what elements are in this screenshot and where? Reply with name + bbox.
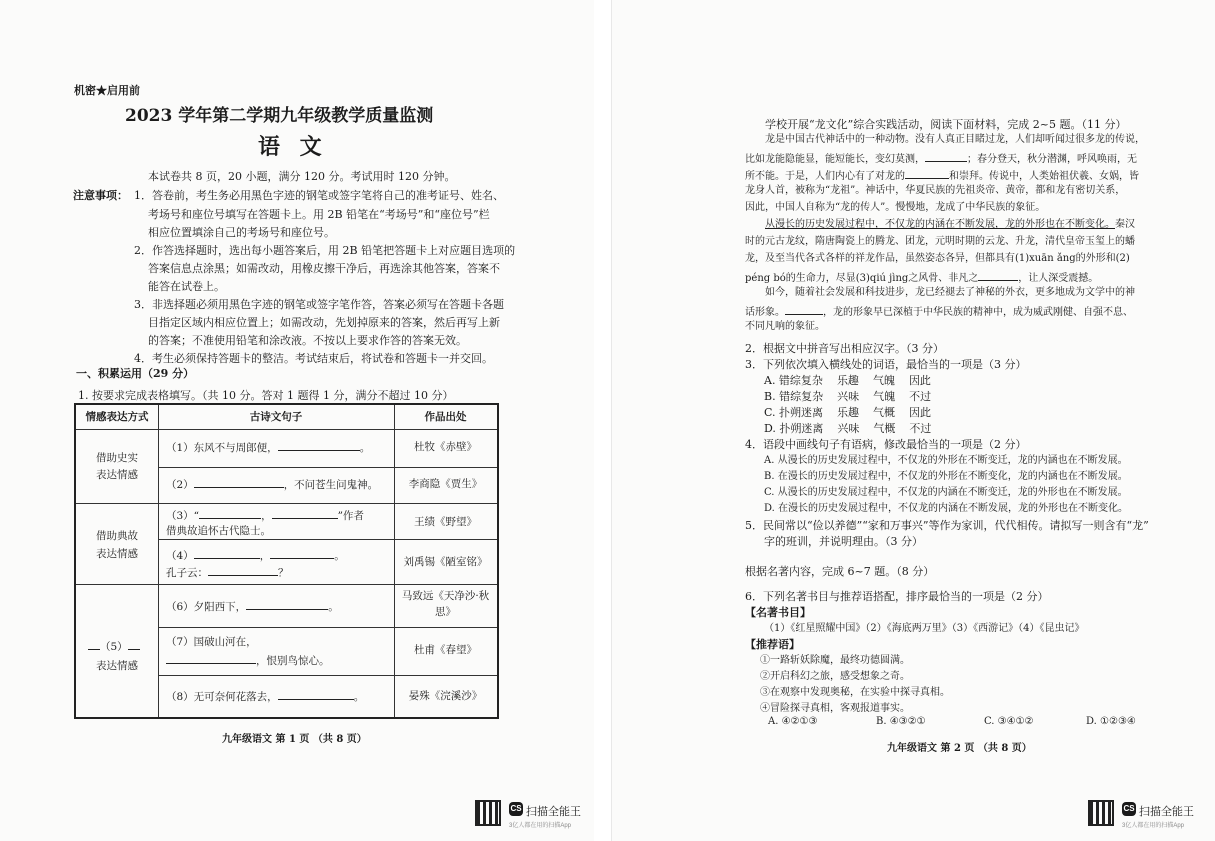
note-line: 的答案；不准使用铅笔和涂改液。不按以上要求作答的答案无效。	[148, 334, 467, 347]
poem-row-4-quote: 孔子云： ？	[166, 567, 289, 579]
question-5: 5．民间常以“俭以养德”“家和万事兴”等作为家训，代代相传。请拟写一则含有“龙”	[745, 519, 1149, 532]
recommendation: ③在观察中发现奥秘，在实验中探寻真相。	[760, 687, 950, 698]
section-heading: 一、积累运用（29 分）	[76, 367, 195, 380]
group-number: （5）	[88, 639, 158, 655]
q3-option-a: A. 错综复杂 乐趣 气魄 因此	[764, 374, 931, 387]
page-footer: 九年级语文 第 2 页 （共 8 页）	[887, 743, 1032, 754]
passage-line: péng bó的生命力，尽显(3)qiú jìng之风骨、非凡之 ，让人深受震撼。	[745, 270, 1098, 285]
q4-option-a: A. 从漫长的历史发展过程中，不仅龙的外形在不断变迁，龙的内涵也在不断发展。	[764, 455, 1128, 466]
scanner-brand: 扫描全能王	[1139, 806, 1194, 818]
q4-option-d: D. 在漫长的历史发展过程中，不仅龙的内涵在不断发展，龙的外形也在不断变化。	[764, 503, 1129, 514]
scanner-tagline: 3亿人都在用的扫描App	[509, 823, 572, 829]
passage-line: 从漫长的历史发展过程中，不仅龙的内涵在不断发展，龙的外形也在不断变化。秦汉	[765, 219, 1135, 230]
passage-line: 龙是中国古代神话中的一种动物。没有人真正目睹过龙，人们却听闻过很多龙的传说，	[765, 134, 1145, 145]
passage-line: 比如龙能隐能显，能短能长，变幻莫测， ；春分登天，秋分潜渊，呼风唤雨，无	[745, 151, 1137, 166]
exam-page-2	[611, 0, 1215, 841]
header-emotion: 情感表达方式	[85, 411, 149, 423]
question-3: 3．下列依次填入横线处的词语，最恰当的一项是（3 分）	[745, 358, 1027, 371]
q4-option-b: B. 在漫长的历史发展过程中，不仅龙的外形在不断变化，龙的内涵也在不断发展。	[764, 471, 1128, 482]
exam-title: 2023 学年第二学期九年级教学质量监测	[125, 106, 434, 126]
recommendation: ②开启科幻之旅，感受想象之奇。	[760, 671, 910, 682]
note-line: 能答在试卷上。	[148, 280, 225, 293]
group-label: 表达情感	[96, 469, 138, 481]
q4-option-c: C. 从漫长的历史发展过程中，不仅龙的内涵在不断变迁，龙的外形也在不断发展。	[764, 487, 1128, 498]
question-4: 4．语段中画线句子有语病，修改最恰当的一项是（2 分）	[745, 438, 1027, 451]
header-source: 作品出处	[424, 411, 467, 423]
question-1: 1. 按要求完成表格填写。（共 10 分。答对 1 题得 1 分，满分不超过 10 分）	[78, 389, 454, 402]
recommendations-label: 【推荐语】	[745, 638, 800, 651]
q3-option-d: D. 扑朔迷离 兴味 气概 不过	[764, 422, 932, 435]
exam-intro: 本试卷共 8 页，20 小题，满分 120 分。考试用时 120 分钟。	[148, 170, 456, 183]
header-poem: 古诗文句子	[249, 411, 303, 423]
question-5-cont: 字的班训，并说明理由。（3 分）	[764, 535, 923, 548]
source-row-4: 刘禹锡《陋室铭》	[403, 556, 488, 568]
camscanner-logo-icon: CS	[1122, 802, 1136, 816]
source-row-6: 马致远《天净沙·秋	[401, 590, 490, 602]
poem-row-6: （6）夕阳西下， 。	[166, 601, 339, 613]
passage-line: 所不能。于是，人们内心有了对龙的 和崇拜。传说中，人类始祖伏羲、女娲，皆	[745, 168, 1139, 183]
group-label: 表达情感	[96, 548, 138, 560]
reading-intro: 根据名著内容，完成 6~7 题。（8 分）	[745, 565, 935, 578]
poetry-table	[74, 403, 499, 719]
note-line: 4．考生必须保持答题卡的整洁。考试结束后，将试卷和答题卡一并交回。	[134, 352, 493, 365]
poem-row-1: （1）东风不与周郎便， 。	[166, 442, 371, 454]
passage-line: 时的元古龙纹，隋唐陶瓷上的腾龙、团龙，元明时期的云龙、升龙，清代皇帝玉玺上的蟠	[745, 236, 1135, 247]
passage-line: 话形象。 ，龙的形象早已深植于中华民族的精神中，成为威武刚健、自强不息、	[745, 304, 1133, 319]
source-row-8: 晏殊《浣溪沙》	[408, 690, 483, 702]
page-gutter	[594, 0, 611, 841]
q6-option-c: C. ③④①②	[984, 716, 1034, 727]
q3-option-c: C. 扑朔迷离 乐趣 气概 因此	[764, 406, 932, 419]
passage-intro: 学校开展“龙文化”综合实践活动，阅读下面材料，完成 2~5 题。（11 分）	[765, 118, 1127, 131]
notes-label: 注意事项：	[73, 189, 128, 202]
q6-option-a: A. ④②①③	[768, 716, 818, 727]
source-row-2: 李商隐《贾生》	[408, 478, 483, 490]
note-line: 考场号和座位号填写在答题卡上。用 2B 铅笔在“考场号”和“座位号”栏	[148, 208, 490, 221]
source-row-3: 王绩《野望》	[414, 516, 477, 528]
note-line: 3．非选择题必须用黑色字迹的钢笔或签字笔作答，答案必须写在答题卡各题	[134, 298, 504, 311]
recommendation: ①一路斩妖除魔，最终功德圆满。	[760, 655, 910, 666]
exam-page-1	[0, 0, 595, 841]
source-row-6-cont: 思》	[435, 606, 456, 618]
q3-option-b: B. 错综复杂 兴味 气魄 不过	[764, 390, 932, 403]
question-2: 2．根据文中拼音写出相应汉字。（3 分）	[745, 342, 944, 355]
scanner-brand: 扫描全能王	[526, 806, 581, 818]
q6-option-b: B. ④③②①	[876, 716, 926, 727]
poem-row-2: （2） ，不问苍生问鬼神。	[166, 479, 379, 491]
group-label: 借助典故	[96, 530, 138, 542]
passage-line: 如今，随着社会发展和科技进步，龙已经褪去了神秘的外衣，更多地成为文学中的神	[765, 287, 1135, 298]
camscanner-logo-icon: CS	[509, 802, 523, 816]
subject-title: 语 文	[258, 134, 328, 160]
underlined-sentence: 从漫长的历史发展过程中，不仅龙的内涵在不断发展，龙的外形也在不断变化。	[765, 219, 1115, 230]
group-label: 表达情感	[96, 660, 138, 672]
poem-row-7: （7）国破山河在，	[166, 636, 257, 648]
passage-line: 龙身人首，被称为“龙祖”。神话中，华夏民族的先祖炎帝、黄帝，都和龙有密切关系，	[745, 185, 1126, 196]
book-list: （1）《红星照耀中国》（2）《海底两万里》（3）《西游记》（4）《昆虫记》	[764, 623, 1085, 634]
note-line: 目指定区域内相应位置上；如需改动，先划掉原来的答案，然后再写上新	[148, 316, 500, 329]
passage-line: 不同凡响的象征。	[745, 321, 825, 332]
q6-option-d: D. ①②③④	[1086, 716, 1136, 727]
poem-row-4: （4） ， 。	[166, 550, 345, 562]
recommendation: ④冒险探寻真相，客观报道事实。	[760, 703, 910, 714]
poem-row-8: （8）无可奈何花落去， 。	[166, 691, 365, 703]
note-line: 1．答卷前，考生务必用黑色字迹的钢笔或签字笔将自己的准考证号、姓名、	[134, 189, 504, 202]
scanner-tagline: 3亿人都在用的扫描App	[1122, 823, 1185, 829]
group-label: 借助史实	[96, 452, 138, 464]
qr-code-icon	[475, 800, 501, 826]
poem-row-7-cont: ，恨别鸟惊心。	[166, 653, 330, 669]
secret-label: 机密★启用前	[74, 84, 140, 97]
source-row-1: 杜牧《赤壁》	[414, 441, 477, 453]
source-row-7: 杜甫《春望》	[414, 644, 477, 656]
passage-line: 龙，及至当代各式各样的祥龙作品，虽然姿态各异，但都具有(1)xuān ǎng的外形和(2)	[745, 253, 1130, 264]
note-line: 答案信息点涂黑；如需改动，用橡皮擦干净后，再选涂其他答案，答案不	[148, 262, 500, 275]
passage-line: 因此，中国人自称为“龙的传人”。慢慢地，龙成了中华民族的象征。	[745, 202, 1046, 213]
poem-row-3-note: 借典故追怀古代隐士。	[166, 525, 271, 537]
books-label: 【名著书目】	[745, 606, 811, 619]
qr-code-icon	[1088, 800, 1114, 826]
note-line: 2．作答选择题时，选出每小题答案后，用 2B 铅笔把答题卡上对应题目选项的	[134, 244, 516, 257]
note-line: 相应位置填涂自己的考场号和座位号。	[148, 226, 335, 239]
page-footer: 九年级语文 第 1 页 （共 8 页）	[222, 734, 367, 745]
question-6: 6．下列名著书目与推荐语搭配，排序最恰当的一项是（2 分）	[745, 590, 1049, 603]
poem-row-3: （3）“ ， ”作者	[166, 510, 364, 522]
